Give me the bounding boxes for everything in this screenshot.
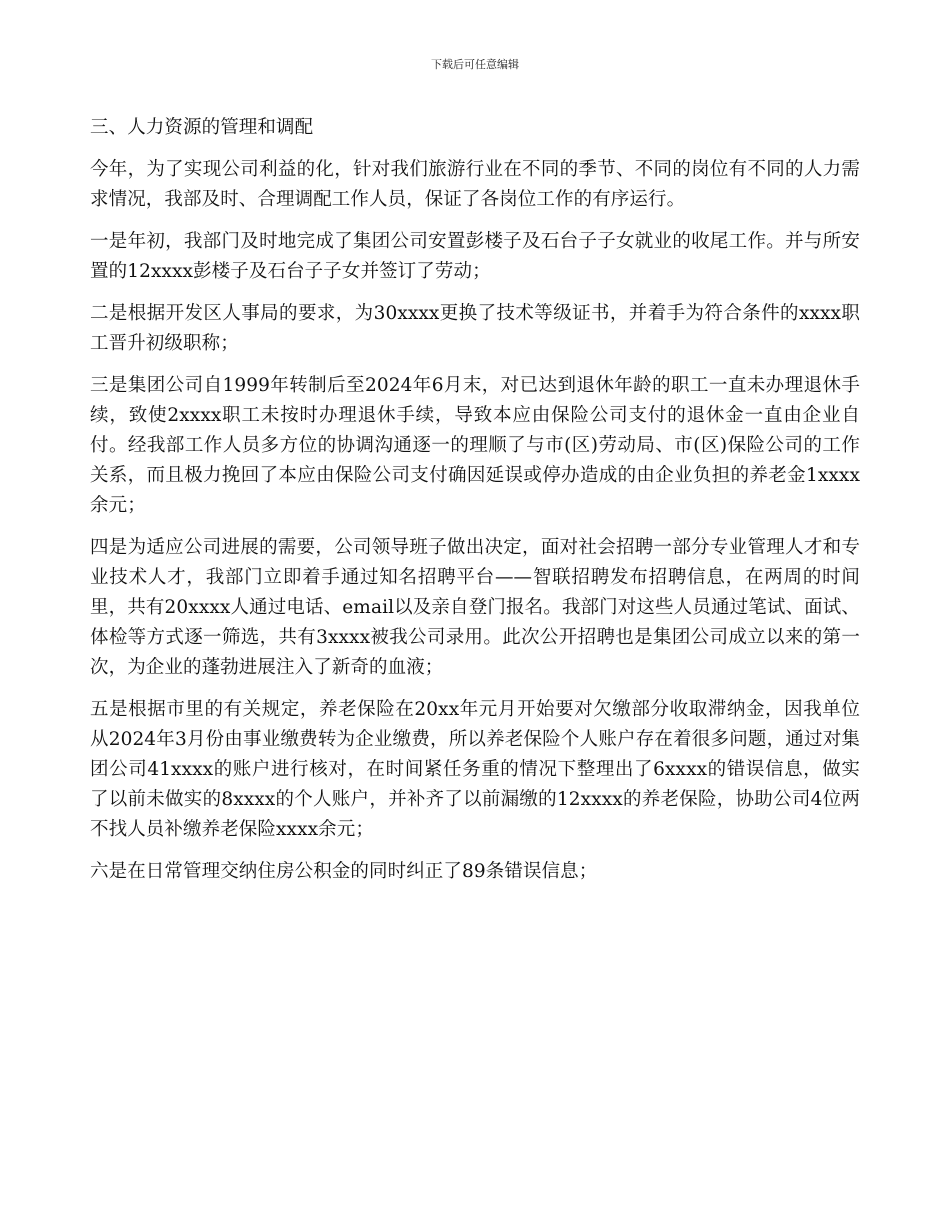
document-body (90, 113, 860, 899)
paragraph-item-6: 六是在日常管理交纳住房公积金的同时纠正了89条错误信息； (90, 861, 598, 882)
paragraph-item-5: 五是根据市里的有关规定，养老保险在20xx年元月开始要对欠缴部分收取滞纳金，因我单位从2024年3月份由事业缴费转为企业缴费，所以养老保险个人账户存在着很多问题，通过对集团公司41xxxx的账户进行核对，在时间紧任务重的情况下整理出了6xxxx的错误信息，做实了以前未做实的8xxxx的个人账户，并补齐了以前漏缴的12xxxx的养老保险，协助公司4位两不找人员补缴养老保险xxxx余元； (90, 699, 860, 840)
section-heading: 三、人力资源的管理和调配 (90, 117, 314, 138)
paragraph-intro: 今年，为了实现公司利益的化，针对我们旅游行业在不同的季节、不同的岗位有不同的人力需求情况，我部及时、合理调配工作人员，保证了各岗位工作的有序运行。 (90, 159, 860, 210)
paragraph-item-3: 三是集团公司自1999年转制后至2024年6月末，对已达到退休年龄的职工一直未办理退休手续，致使2xxxx职工未按时办理退休手续，导致本应由保险公司支付的退休金一直由企业自付。经我部工作人员多方位的协调沟通逐一的理顺了与市(区)劳动局、市(区)保险公司的工作关系，而且极力挽回了本应由保险公司支付确因延误或停办造成的由企业负担的养老金1xxxx余元； (90, 375, 860, 516)
paragraph-item-2: 二是根据开发区人事局的要求，为30xxxx更换了技术等级证书，并着手为符合条件的xxxx职工晋升初级职称； (90, 303, 860, 354)
page-header: 下载后可任意编辑 (431, 58, 519, 71)
paragraph-item-4: 四是为适应公司进展的需要，公司领导班子做出决定，面对社会招聘一部分专业管理人才和专业技术人才，我部门立即着手通过知名招聘平台——智联招聘发布招聘信息，在两周的时间里，共有20xxxx人通过电话、email以及亲自登门报名。我部门对这些人员通过笔试、面试、体检等方式逐一筛选，共有3xxxx被我公司录用。此次公开招聘也是集团公司成立以来的第一次，为企业的蓬勃进展注入了新奇的血液； (90, 537, 860, 678)
paragraph-item-1: 一是年初，我部门及时地完成了集团公司安置彭楼子及石台子子女就业的收尾工作。并与所安置的12xxxx彭楼子及石台子子女并签订了劳动； (90, 231, 860, 282)
